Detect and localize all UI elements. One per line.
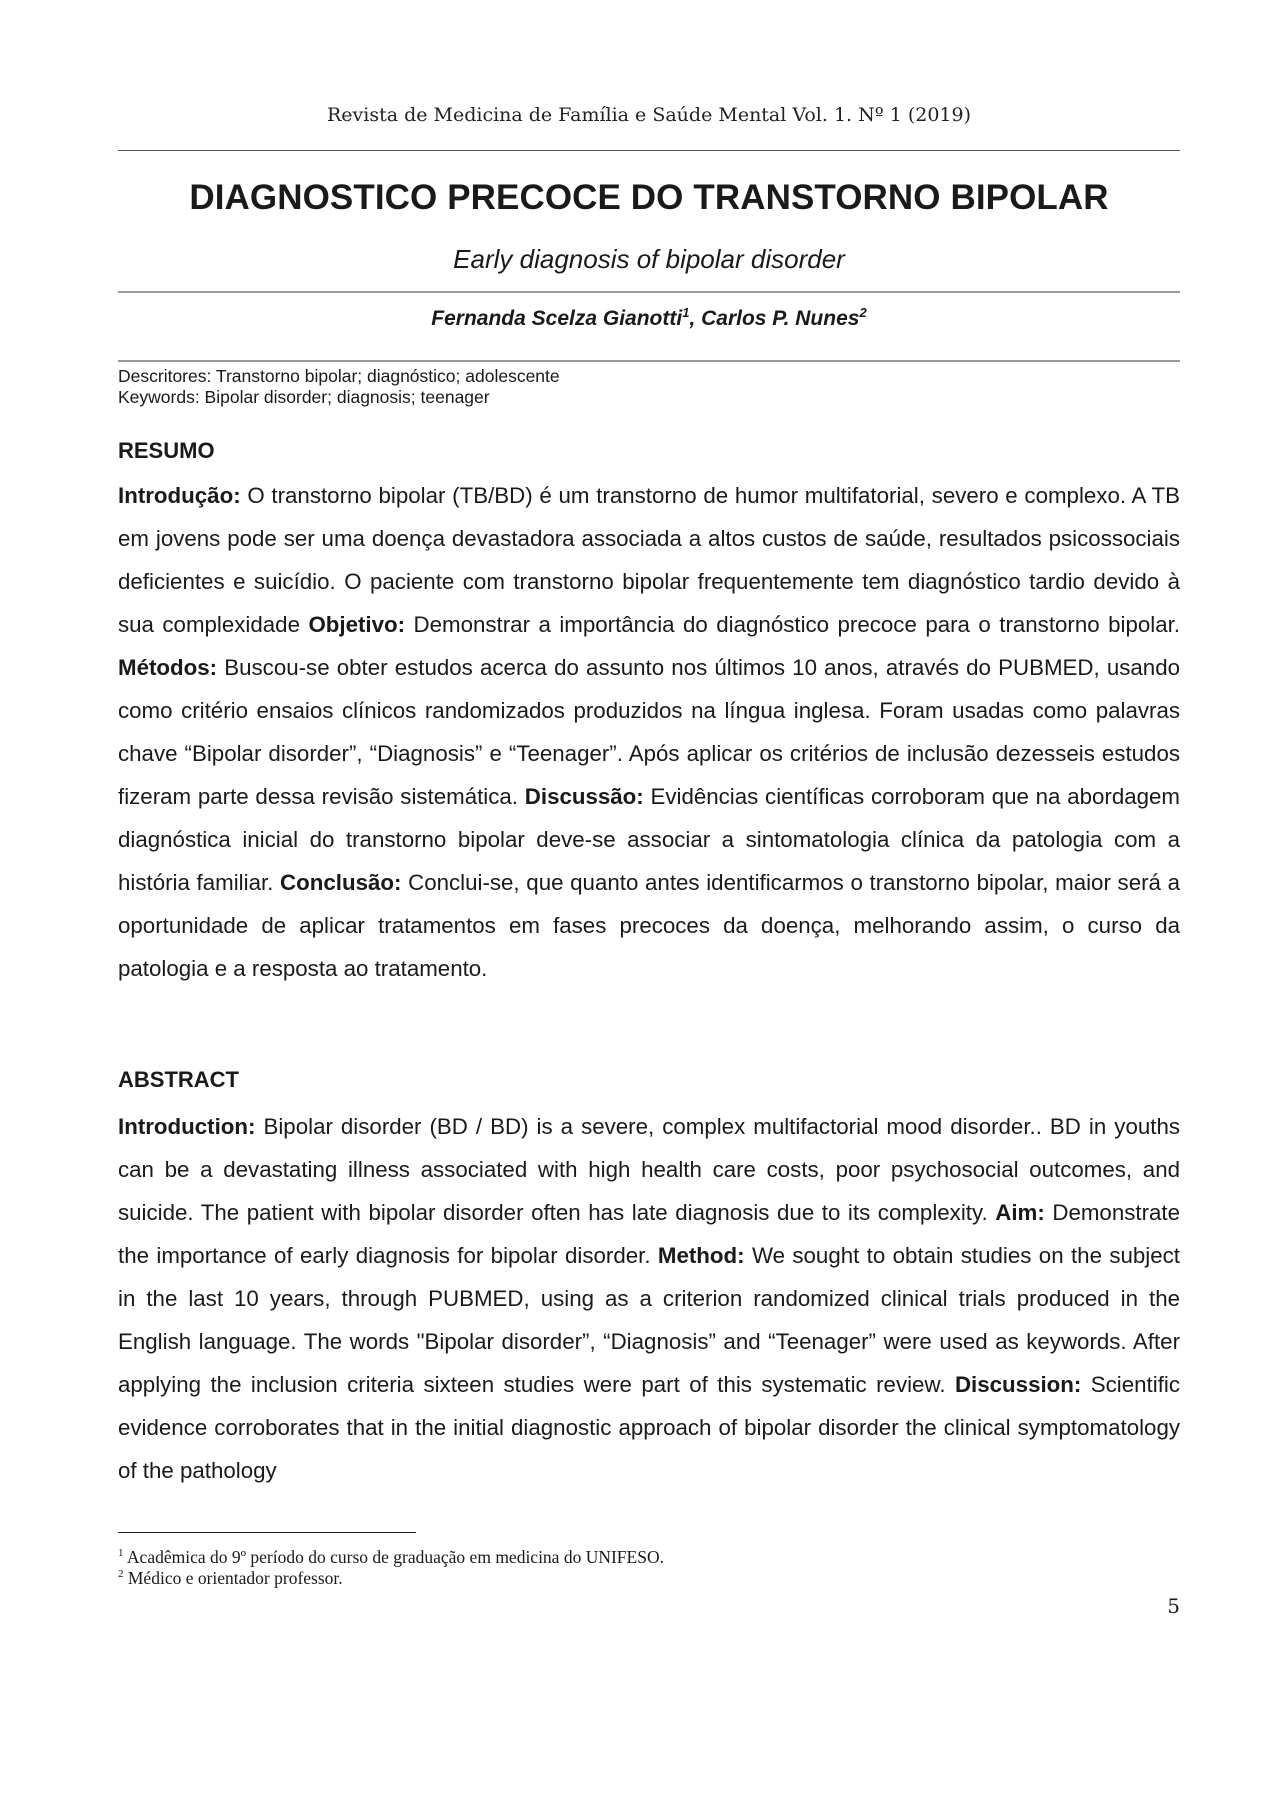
abstract-intro-label: Introduction: <box>118 1114 256 1139</box>
abstract-method-text: We sought to obtain studies on the subject in the last 10 years, through PUBMED, using as a criterion randomized clinical trials produced in the English language. The words "Bipolar disorder”, “Diagnosis” and “Teenager” were used as keywords. After applying the inclusion criteria sixteen studies were part of this systematic review. <box>118 1243 1180 1397</box>
footnote-mark: 2 <box>118 1568 124 1580</box>
resumo-discussao-label: Discussão: <box>524 784 644 809</box>
footnote-2 <box>118 1564 343 1589</box>
abstract-heading: ABSTRACT <box>118 1067 239 1092</box>
abstract-discussion-text: Scientific evidence corroborates that in the initial diagnostic approach of bipolar disorder the clinical symptomatology of the pathology <box>118 1372 1180 1483</box>
author-name: Carlos P. Nunes <box>701 307 860 330</box>
abstract-aim-text: Demonstrate the importance of early diagnosis for bipolar disorder. <box>118 1200 1180 1268</box>
author-ref: 2 <box>859 305 867 320</box>
resumo-intro-text: O transtorno bipolar (TB/BD) é um transtorno de humor multifatorial, severo e complexo. A TB em jovens pode ser uma doença devastadora associada a altos custos de saúde, resultados psicossociais deficientes e suicídio. O paciente com transtorno bipolar frequentemente tem diagnóstico tardio devido à sua complexidade <box>118 483 1180 637</box>
resumo-objetivo-label: Objetivo: <box>308 612 406 637</box>
article-title: DIAGNOSTICO PRECOCE DO TRANSTORNO BIPOLAR <box>189 178 1109 217</box>
author-name: Fernanda Scelza Gianotti <box>431 307 683 330</box>
author-separator: , <box>689 307 702 330</box>
resumo-intro-label: Introdução: <box>118 483 241 508</box>
abstract-paragraph <box>118 1105 1180 1492</box>
resumo-discussao-text: Evidências científicas corroboram que na abordagem diagnóstica inicial do transtorno bipolar deve-se associar a sintomatologia clínica da patologia com a história familiar. <box>118 784 1181 895</box>
resumo-metodos-label: Métodos: <box>118 655 218 680</box>
footnote-text: Acadêmica do 9º período do curso de graduação em medicina do UNIFESO. <box>123 1546 664 1567</box>
page-number: 5 <box>1167 1594 1180 1618</box>
footnote-text: Médico e orientador professor. <box>123 1567 343 1588</box>
resumo-conclusao-text: Conclui-se, que quanto antes identificarmos o transtorno bipolar, maior será a oportunidade de aplicar tratamentos em fases precoces da doença, melhorando assim, o curso da patologia e a resposta ao tratamento. <box>118 870 1180 981</box>
footnote-divider <box>118 1532 416 1533</box>
descritores-line: Descritores: Transtorno bipolar; diagnóstico; adolescente <box>118 366 560 386</box>
authors-divider <box>118 360 1180 362</box>
resumo-conclusao-label: Conclusão: <box>280 870 402 895</box>
running-header: Revista de Medicina de Família e Saúde Mental Vol. 1. Nº 1 (2019) <box>326 104 972 126</box>
resumo-heading: RESUMO <box>118 438 215 463</box>
abstract-aim-label: Aim: <box>995 1200 1045 1225</box>
abstract-intro-text: Bipolar disorder (BD / BD) is a severe, complex multifactorial mood disorder.. BD in youths can be a devastating illness associated with high health care costs, poor psychosocial outcomes, and suicide. The patient with bipolar disorder often has late diagnosis due to its complexity. <box>118 1114 1180 1225</box>
resumo-paragraph <box>118 474 1180 990</box>
resumo-metodos-text: Buscou-se obter estudos acerca do assunto nos últimos 10 anos, através do PUBMED, usando como critério ensaios clínicos randomizados produzidos na língua inglesa. Foram usadas como palavras chave “Bipolar disorder”, “Diagnosis” e “Teenager”. Após aplicar os critérios de inclusão dezesseis estudos fizeram parte dessa revisão sistemática. <box>118 655 1180 809</box>
abstract-discussion-label: Discussion: <box>954 1372 1082 1397</box>
footnote-mark: 1 <box>118 1547 124 1559</box>
title-divider <box>118 291 1180 293</box>
keywords-line: Keywords: Bipolar disorder; diagnosis; teenager <box>118 387 490 407</box>
abstract-method-label: Method: <box>657 1243 745 1268</box>
author-line <box>118 305 1180 331</box>
article-subtitle: Early diagnosis of bipolar disorder <box>453 244 845 274</box>
resumo-objetivo-text: Demonstrar a importância do diagnóstico precoce para o transtorno bipolar. <box>405 612 1180 637</box>
header-divider <box>118 150 1180 151</box>
author-ref: 1 <box>682 305 690 320</box>
